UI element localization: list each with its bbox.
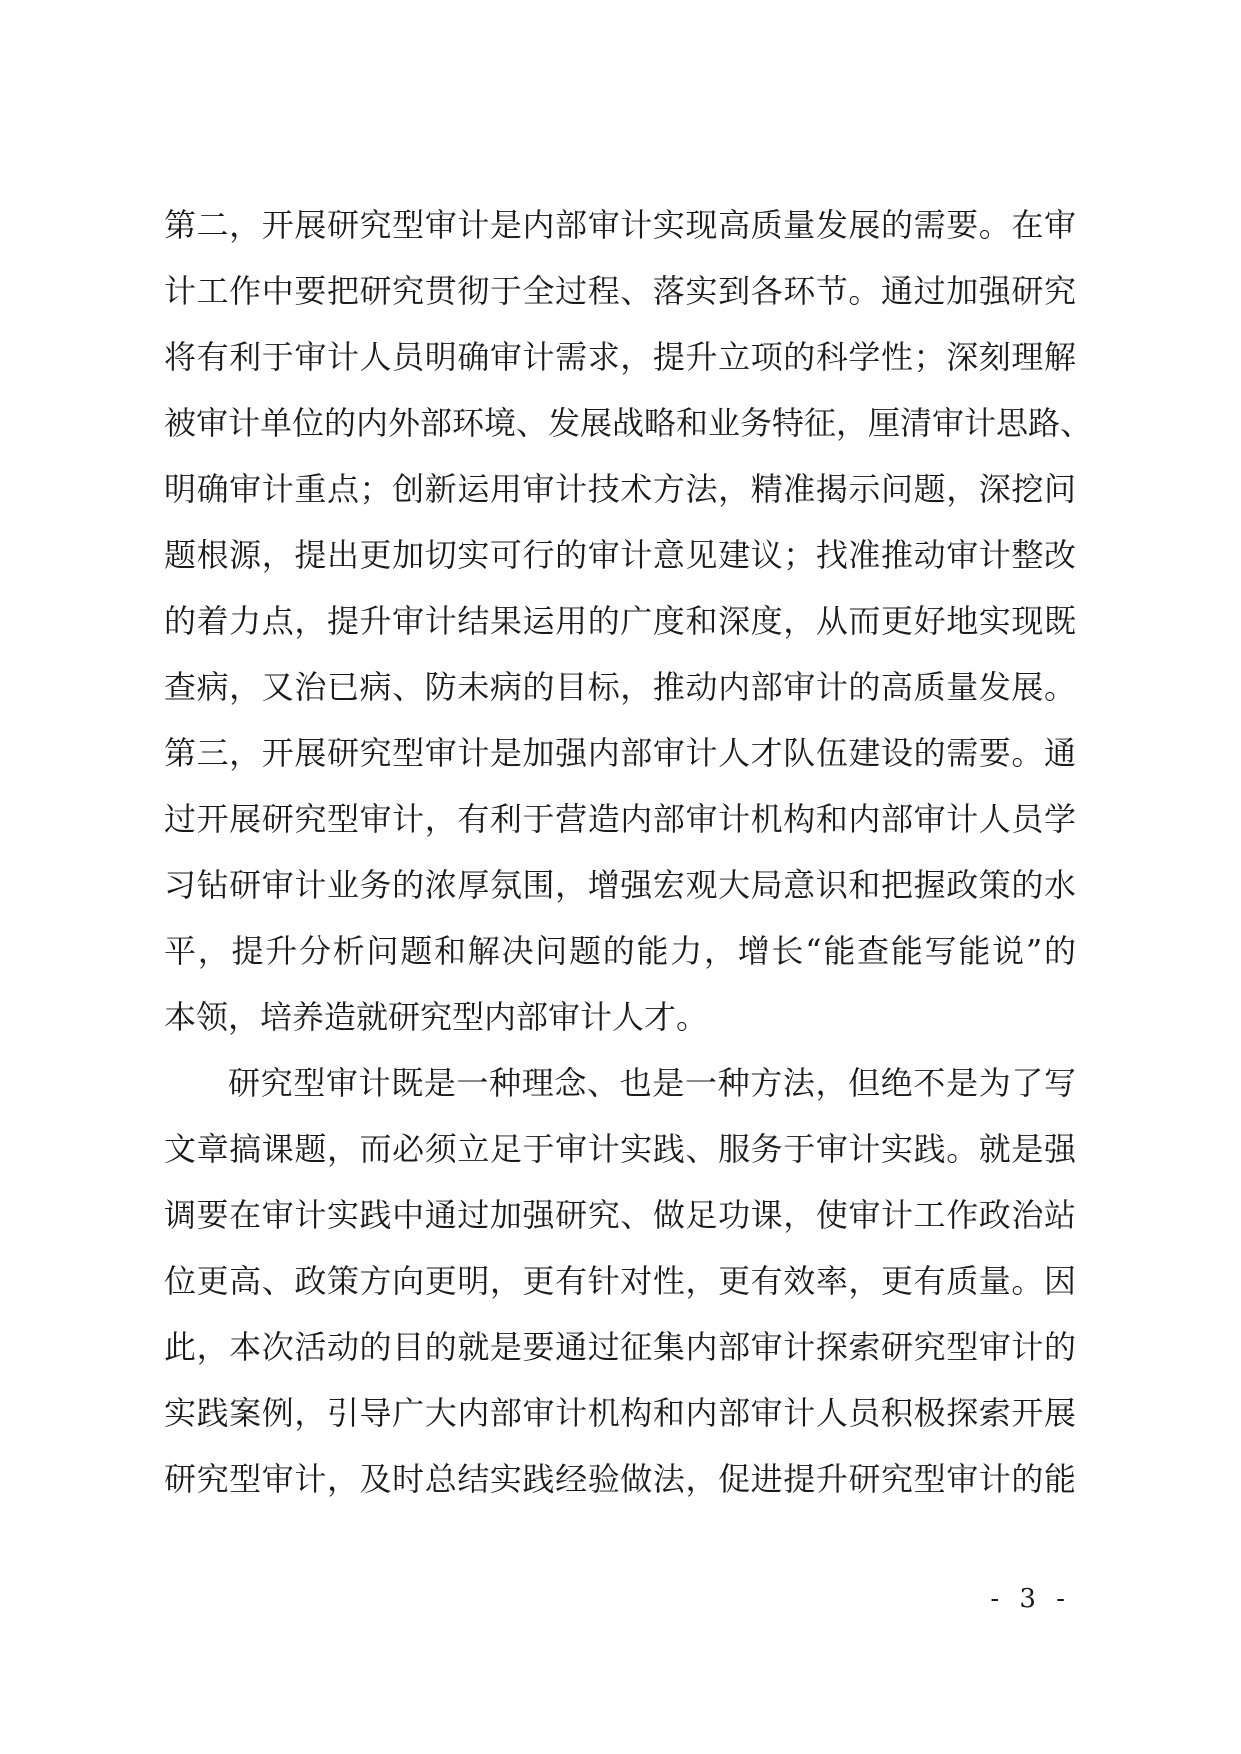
paragraph-line: 本领，培养造就研究型内部审计人才。 xyxy=(164,998,709,1036)
paragraph-line: 明确审计重点；创新运用审计技术方法，精准揭示问题，深挖问 xyxy=(164,470,1076,508)
paragraph-line: 计工作中要把研究贯彻于全过程、落实到各环节。通过加强研究 xyxy=(164,272,1076,310)
paragraph-line: 查病，又治已病、防未病的目标，推动内部审计的高质量发展。 xyxy=(164,668,1076,706)
paragraph-line: 文章搞课题，而必须立足于审计实践、服务于审计实践。就是强 xyxy=(164,1130,1076,1168)
paragraph-line: 第二，开展研究型审计是内部审计实现高质量发展的需要。在审 xyxy=(164,206,1076,244)
paragraph-line: 平，提升分析问题和解决问题的能力，增长“能查能写能说”的 xyxy=(164,932,1076,970)
paragraph-line: 被审计单位的内外部环境、发展战略和业务特征，厘清审计思路、 xyxy=(164,404,1093,442)
paragraph-line: 调要在审计实践中通过加强研究、做足功课，使审计工作政治站 xyxy=(164,1196,1076,1234)
page-number: - 3 - xyxy=(990,1584,1071,1614)
paragraph-line: 第三，开展研究型审计是加强内部审计人才队伍建设的需要。通 xyxy=(164,734,1076,772)
paragraph-line: 研究型审计，及时总结实践经验做法，促进提升研究型审计的能 xyxy=(164,1460,1076,1498)
paragraph-line: 研究型审计既是一种理念、也是一种方法，但绝不是为了写 xyxy=(228,1064,1076,1102)
paragraph-line: 实践案例，引导广大内部审计机构和内部审计人员积极探索开展 xyxy=(164,1394,1076,1432)
paragraph-line: 习钻研审计业务的浓厚氛围，增强宏观大局意识和把握政策的水 xyxy=(164,866,1076,904)
paragraph-line: 过开展研究型审计，有利于营造内部审计机构和内部审计人员学 xyxy=(164,800,1076,838)
paragraph-line: 题根源，提出更加切实可行的审计意见建议；找准推动审计整改 xyxy=(164,536,1076,574)
paragraph-line: 将有利于审计人员明确审计需求，提升立项的科学性；深刻理解 xyxy=(164,338,1076,376)
paragraph-line: 的着力点，提升审计结果运用的广度和深度，从而更好地实现既 xyxy=(164,602,1076,640)
paragraph-line: 此，本次活动的目的就是要通过征集内部审计探索研究型审计的 xyxy=(164,1328,1076,1366)
paragraph-line: 位更高、政策方向更明，更有针对性，更有效率，更有质量。因 xyxy=(164,1262,1076,1300)
